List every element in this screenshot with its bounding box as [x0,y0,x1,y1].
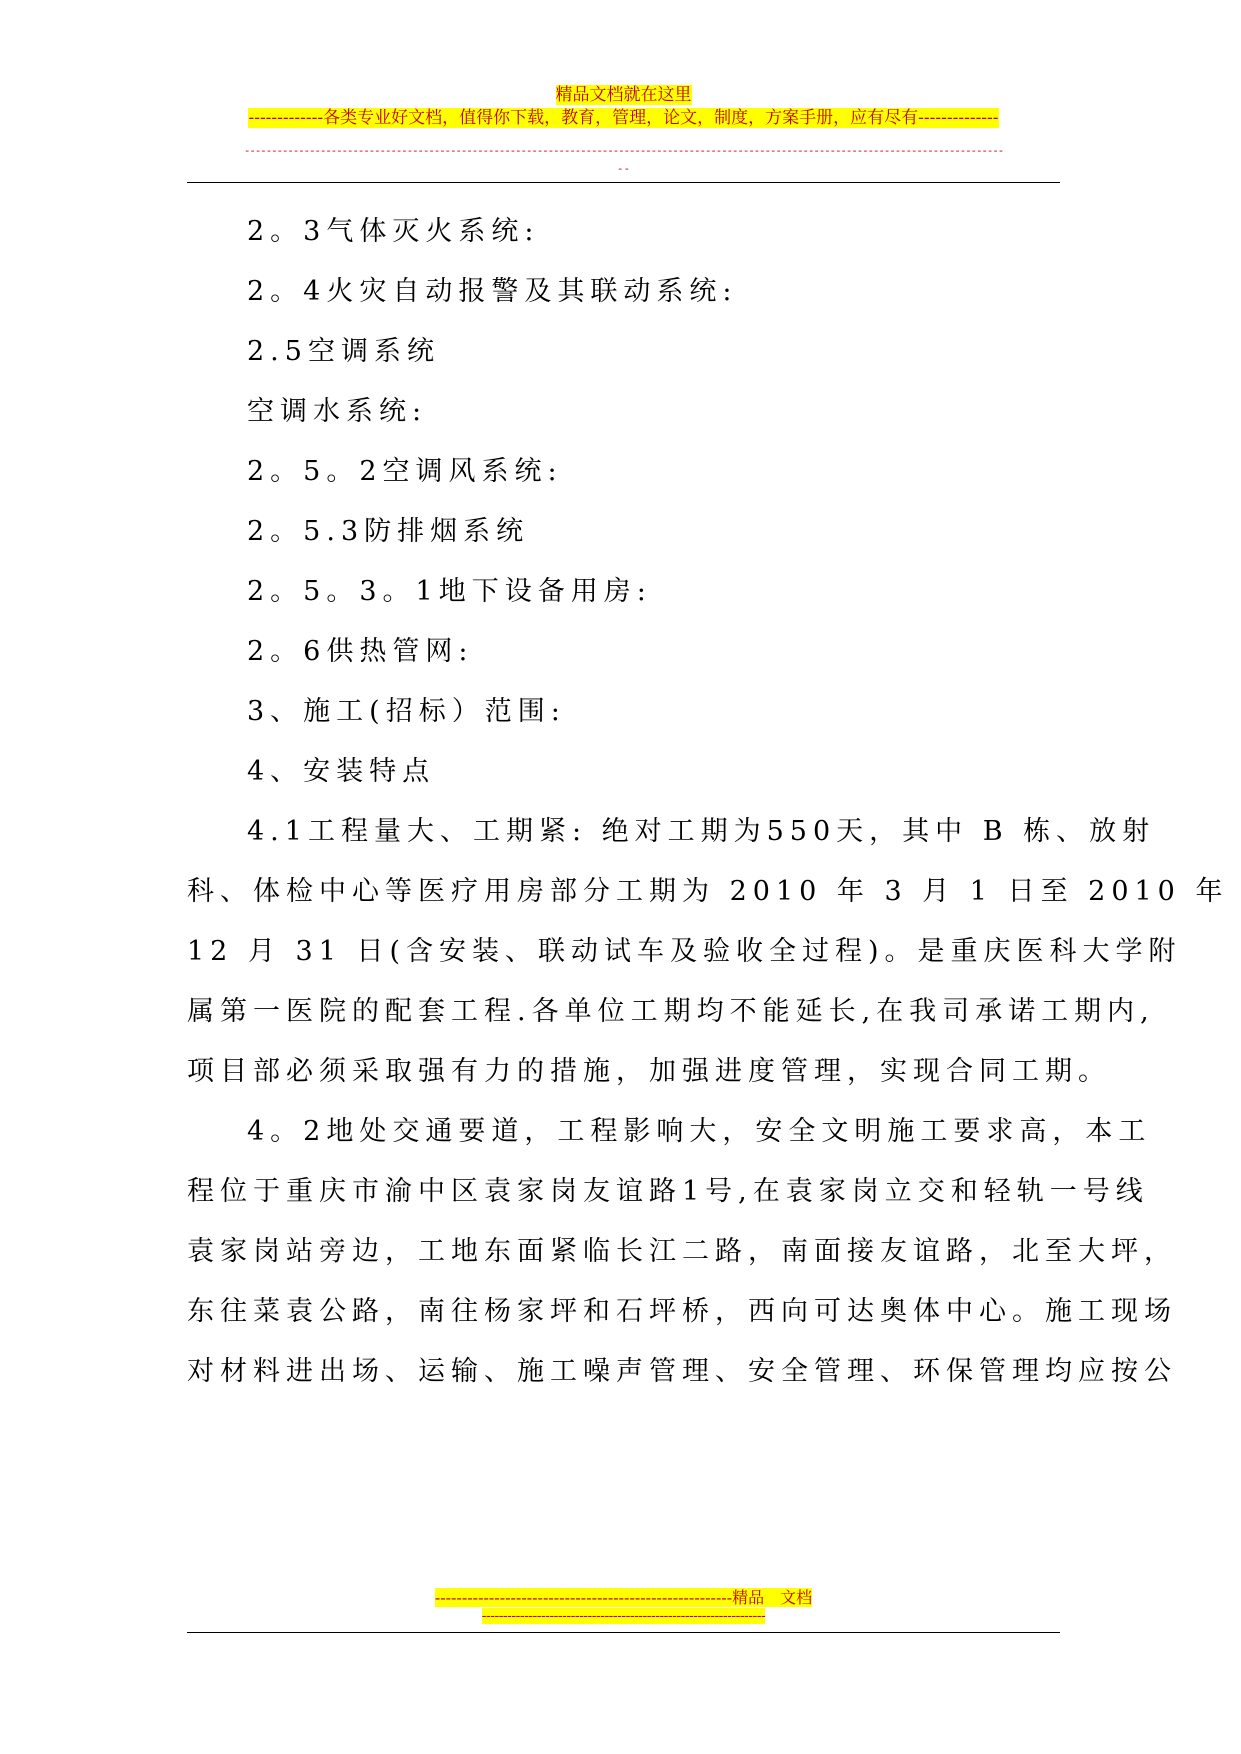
header-slogan [187,107,1060,129]
footer-line-2-text: ------------------------------------------------------------------- [481,1608,766,1624]
header-dash-line-continued: -- [616,162,631,175]
para-4-1-line: 属第一医院的配套工程.各单位工期均不能延长,在我司承诺工期内, [187,996,1155,1027]
page-footer [187,1588,1060,1624]
heading-3: 3、施工(招标）范围: [247,696,566,727]
heading-ac-water: 空调水系统: [247,396,428,427]
header-slogan-text: -------------各类专业好文档，值得你下载，教育，管理，论文，制度，方案手册，应有尽有-------------- [248,108,999,128]
heading-2-5-2: 2。5。2空调风系统: [247,456,563,487]
para-4-2-line: 东往菜袁公路，南往杨家坪和石坪桥，西向可达奥体中心。施工现场 [187,1296,1177,1327]
para-4-2-line: 袁家岗站旁边，工地东面紧临长江二路，南面接友谊路，北至大坪， [187,1236,1177,1267]
heading-2-5-3: 2。5.3防排烟系统 [247,516,530,547]
para-4-1-line: 科、体检中心等医疗用房部分工期为 2010 年 3 月 1 日至 2010 年 [187,876,1229,907]
heading-2-4: 2。4火灾自动报警及其联动系统: [247,276,738,307]
heading-4: 4、安装特点 [247,756,436,787]
heading-2-5: 2.5空调系统 [247,336,440,367]
footer-rule [187,1632,1060,1633]
header-title [187,84,1060,106]
header-title-text: 精品文档就在这里 [555,85,692,105]
heading-2-5-3-1: 2。5。3。1地下设备用房: [247,576,652,607]
para-4-2-line: 对材料进出场、运输、施工噪声管理、安全管理、环保管理均应按公 [187,1356,1177,1387]
page-header [187,84,1060,129]
para-4-2-line: 4。2地处交通要道，工程影响大，安全文明施工要求高，本工 [247,1116,1152,1147]
para-4-1-line: 12 月 31 日(含安装、联动试车及验收全过程)。是重庆医科大学附 [187,936,1182,967]
para-4-1-line: 项目部必须采取强有力的措施，加强进度管理，实现合同工期。 [187,1056,1111,1087]
footer-line-1 [187,1588,1060,1608]
heading-2-3: 2。3气体灭火系统: [247,216,540,247]
header-rule [187,182,1060,183]
footer-line-2 [187,1608,1060,1624]
para-4-1-line: 4.1工程量大、工期紧: 绝对工期为550天，其中 B 栋、放射 [247,816,1156,847]
header-dash-line: -------------------------------------------------------------------------------------------------------------------------------------------- [243,144,1004,157]
para-4-2-line: 程位于重庆市渝中区袁家岗友谊路1号,在袁家岗立交和轻轨一号线 [187,1176,1149,1207]
footer-line-1-text: -------------------------------------------------------精品 文档 [434,1588,813,1607]
heading-2-6: 2。6供热管网: [247,636,474,667]
